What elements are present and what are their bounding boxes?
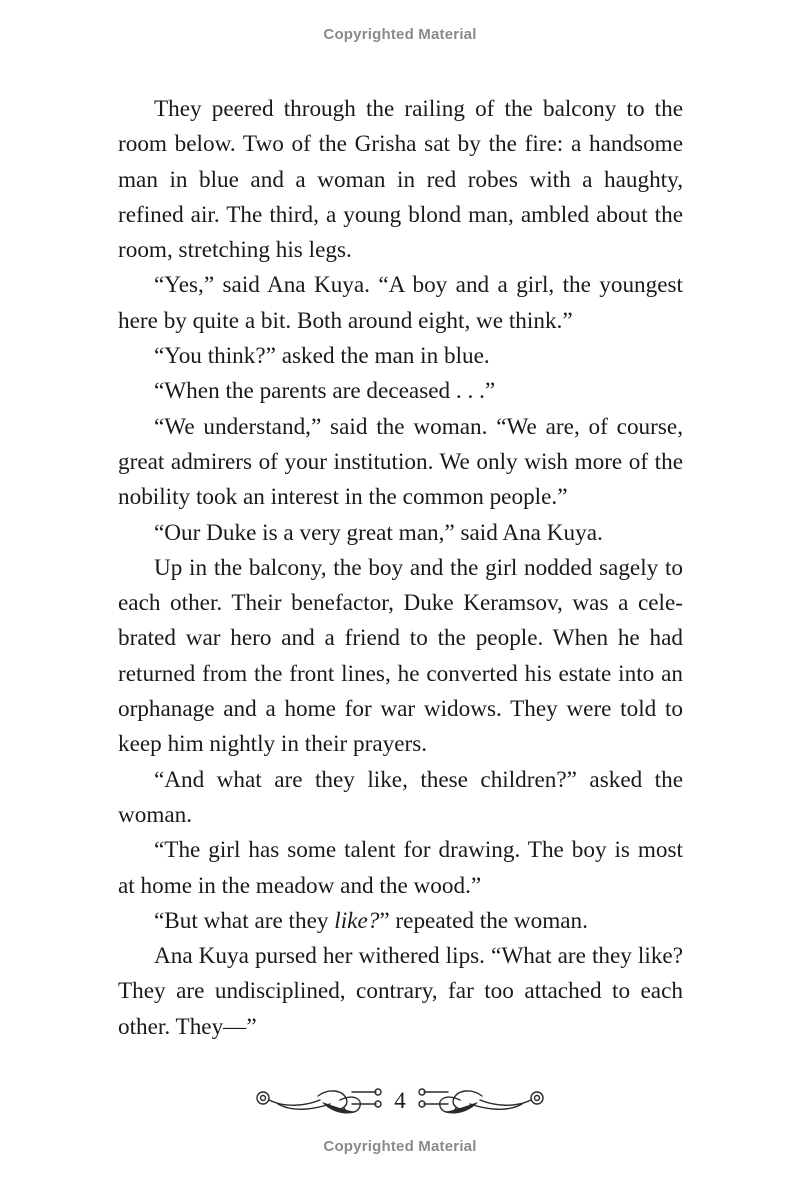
paragraph-9: “The girl has some talent for drawing. The boy is most at home in the meadow and the wood.” xyxy=(118,837,683,899)
paragraph-10-end: ” repeated the woman. xyxy=(379,907,588,934)
paragraph-5: “We understand,” said the woman. “We are, of course, great admirers of your institution. We only wish more of the nobility took an interest in the common people.” xyxy=(118,413,683,511)
paragraph-4: “When the parents are deceased . . .” xyxy=(154,378,496,405)
page-number: 4 xyxy=(394,1088,406,1113)
paragraph-3: “You think?” asked the man in blue. xyxy=(154,343,490,370)
paragraph-10-italic: like? xyxy=(334,907,380,934)
body-text xyxy=(118,92,683,1045)
watermark-top: Copyrighted Material xyxy=(323,26,477,43)
page-footer xyxy=(0,1078,800,1128)
paragraph-10-start: “But what are they xyxy=(154,907,335,934)
paragraph-1: They peered through the railing of the balcony to the room below. Two of the Grisha sat by the fire: a handsome man in blue and a woman in red robes with a haughty, refined air. The third, a young blond man, ambled about the room, stretching his legs. xyxy=(118,96,683,264)
watermark-bottom: Copyrighted Material xyxy=(323,1138,477,1155)
paragraph-2: “Yes,” said Ana Kuya. “A boy and a girl, the youngest here by quite a bit. Both around eight, we think.” xyxy=(118,272,683,334)
paragraph-8: “And what are they like, these children?” asked the woman. xyxy=(118,766,683,828)
paragraph-6: “Our Duke is a very great man,” said Ana Kuya. xyxy=(154,519,603,546)
paragraph-11: Ana Kuya pursed her withered lips. “What are they like? They are undisciplined, contrary, far too attached to each other. They—” xyxy=(118,943,683,1040)
paragraph-7: Up in the balcony, the boy and the girl nodded sagely to each other. Their benefactor, Duke Keramsov, was a celebrated war hero and a friend to the people. When he had returned from the front lines, he converted his estate into an orphanage and a home for war widows. They were told to keep him nightly in their prayers. xyxy=(118,554,683,758)
paragraph-10 xyxy=(118,904,683,939)
